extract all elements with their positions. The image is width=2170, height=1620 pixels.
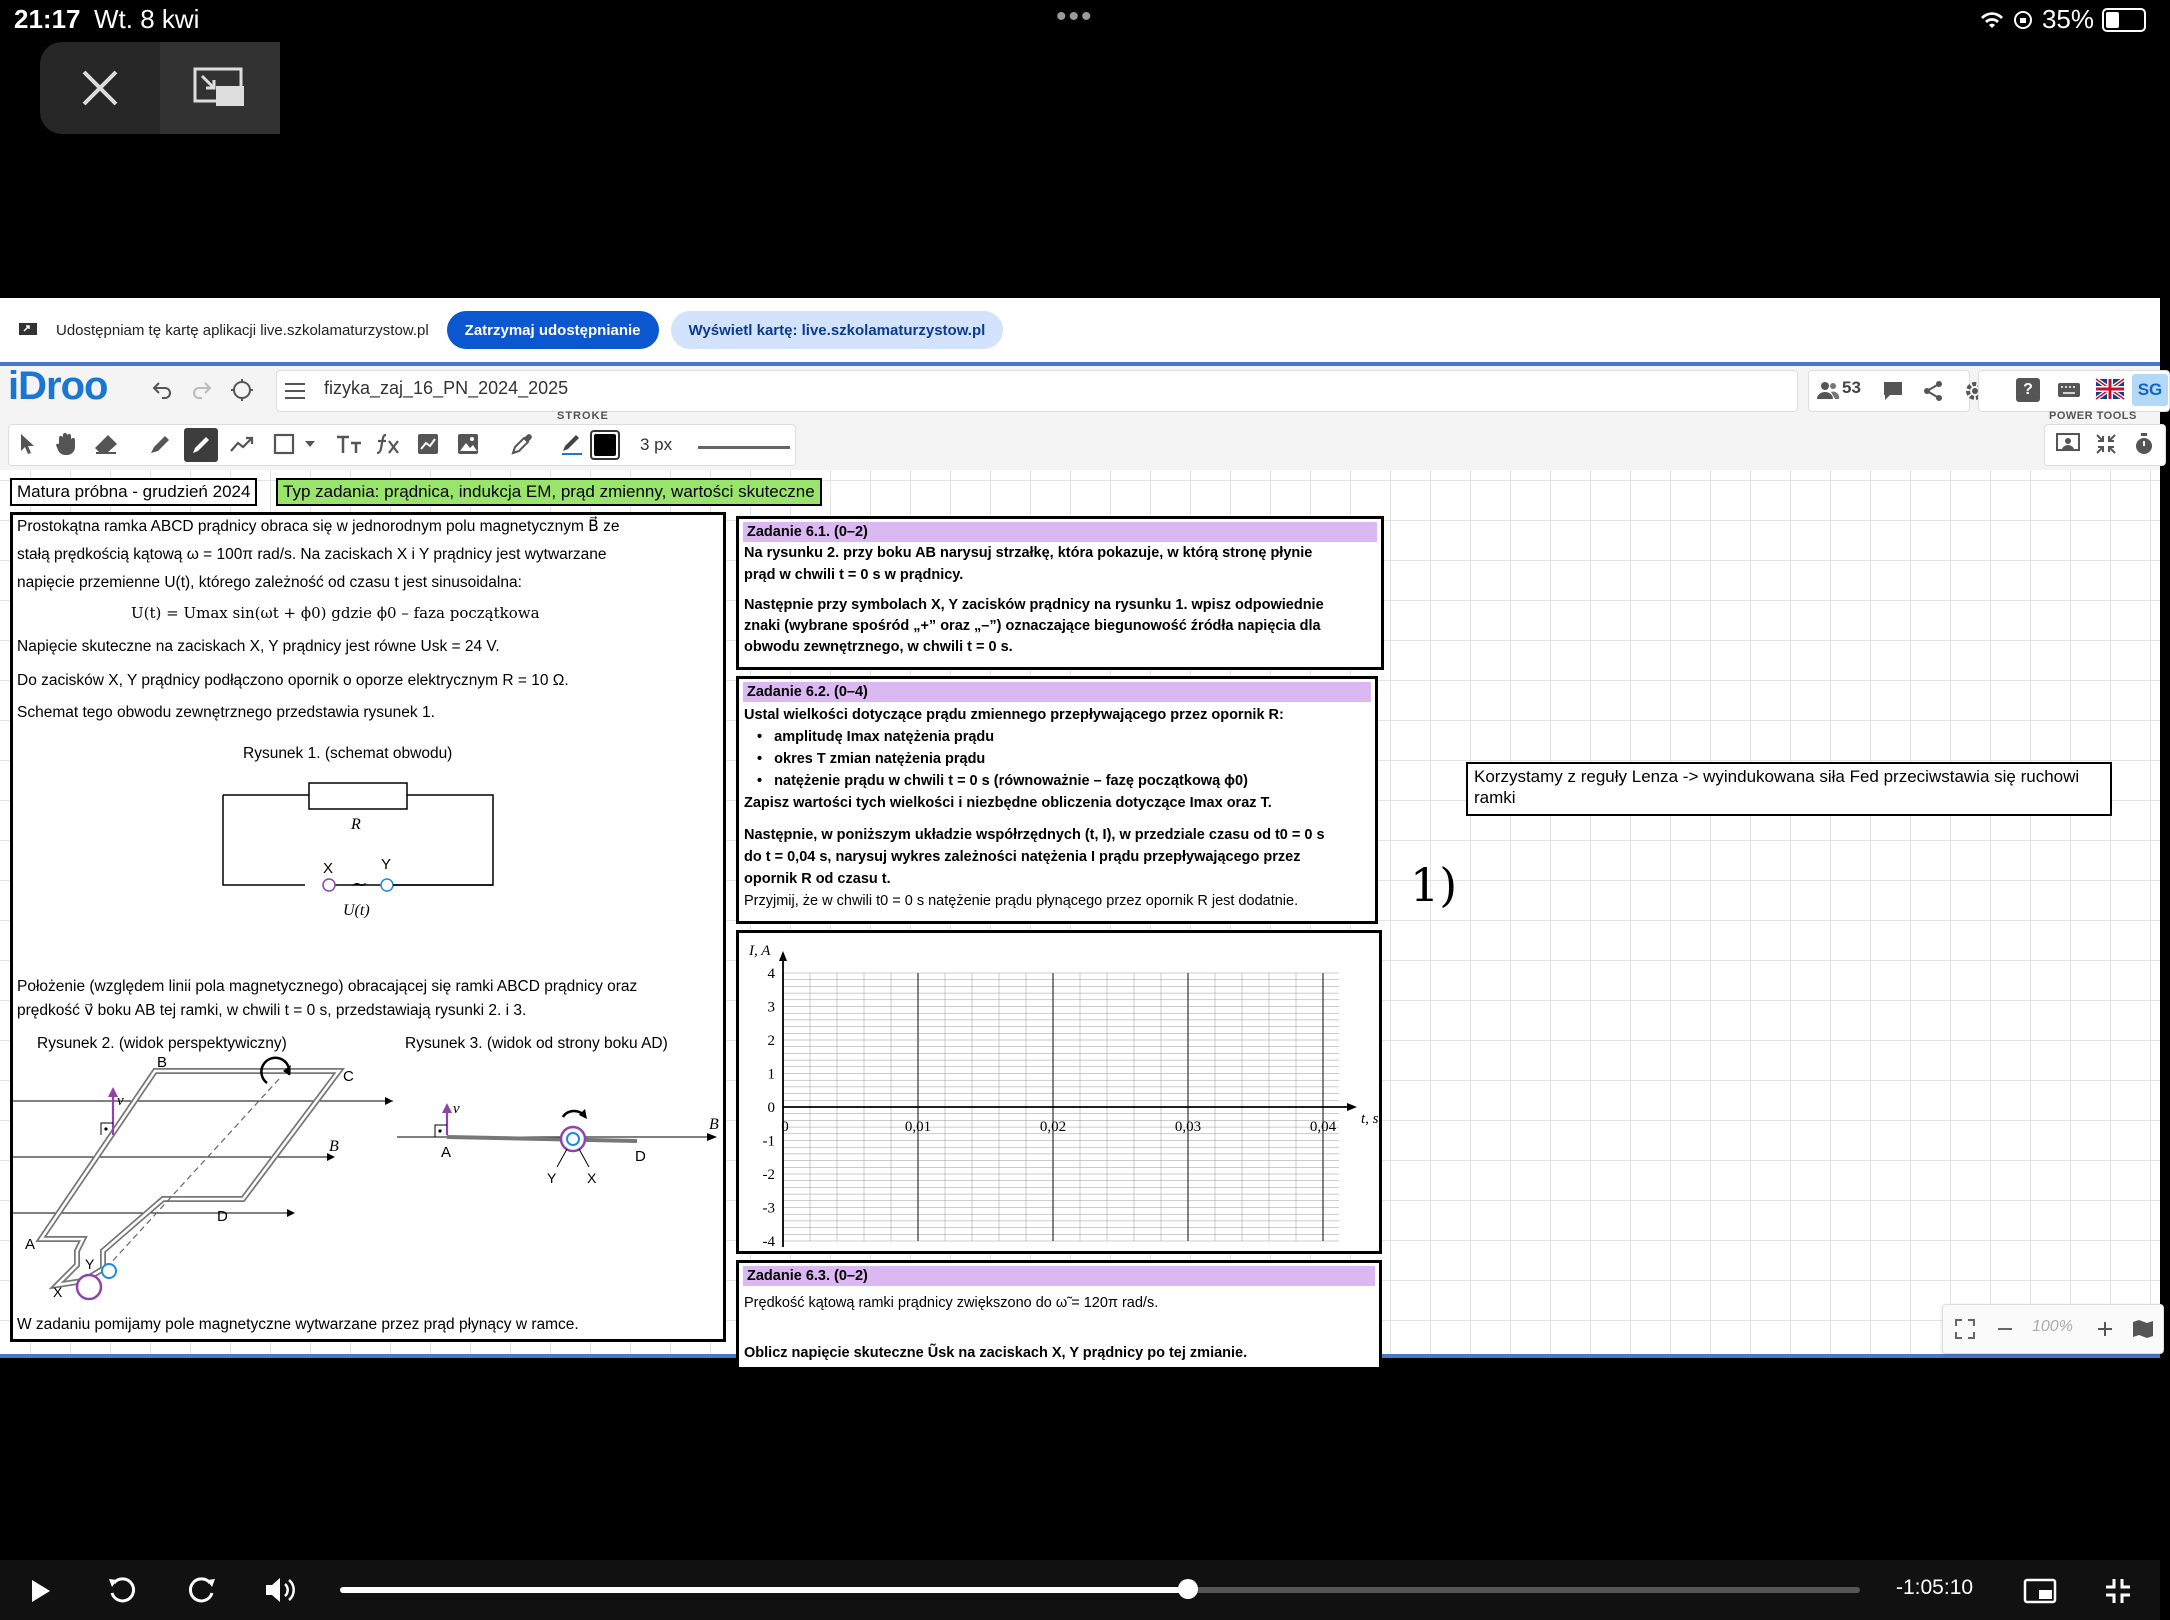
task-6-1-panel[interactable] [736,516,1384,670]
task-6-2-line-3: Następnie, w poniższym układzie współrzędnych (t, I), w przedziale czasu od t0 = 0 s [744,827,1325,843]
x-tick-label: 0,04 [1309,1119,1337,1135]
topic-label[interactable]: Typ zadania: prądnica, indukcja EM, prąd zmienny, wartości skuteczne [276,478,822,506]
help-button[interactable] [2016,378,2040,402]
screen-share-bar [0,298,2160,362]
stop-sharing-button[interactable]: Zatrzymaj udostępnianie [447,311,659,349]
intro-line-1: Prostokątna ramka ABCD prądnicy obraca się w jednorodnym polu magnetycznym B⃗ ze [17,518,620,535]
timer-tool[interactable] [2130,430,2158,458]
chart-icon [417,433,439,455]
answer-graph-panel[interactable] [736,930,1382,1254]
fig1-y-label: Y [381,856,392,873]
presenter-icon [2056,433,2080,455]
task-6-2-line-6: Przyjmij, że w chwili t0 = 0 s natężenie prądu płynącego przez opornik R jest dodatnie. [744,893,1299,909]
pip-video-button[interactable] [2020,1574,2060,1608]
fig3-v: v⃗ [453,1101,472,1117]
task-6-2-heading: Zadanie 6.2. (0–4) [743,682,1371,702]
exit-fullscreen-icon [2104,1577,2132,1605]
task-6-2-line-1: Ustal wielkości dotyczące prądu zmiennego przepływającego przez opornik R: [744,707,1284,723]
task-6-2-bullet-3: • natężenie prądu w chwili t = 0 s (równoważnie – fazę początkową ϕ0) [757,773,1248,789]
fig3-bvec: B⃗ [709,1116,732,1133]
keyboard-button[interactable] [2056,378,2082,402]
fullscreen-button[interactable] [1952,1316,1978,1342]
pip-button[interactable] [160,42,280,134]
terminal-y [381,879,393,891]
eraser-icon [94,434,118,454]
task-6-1-line-1: Na rysunku 2. przy boku AB narysuj strzałkę, która pokazuje, w którą stronę płynie [744,545,1313,561]
minus-icon [1996,1320,2014,1338]
position-line-1: Położenie (względem linii pola magnetycznego) obracającej się ramki ABCD prądnicy oraz [17,978,638,995]
whiteboard-canvas[interactable] [0,470,2160,1361]
progress-fill [340,1587,1188,1593]
fig1-ac-symbol: ~ [351,872,368,896]
zoom-out-button[interactable] [1992,1316,2018,1342]
target-icon [230,378,254,402]
redo-button[interactable] [188,376,216,404]
help-icon: ? [2023,381,2033,398]
center-view-button[interactable] [228,376,256,404]
position-line-2: prędkość v⃗ boku AB tej ramki, w chwili t = 0 s, przedstawiają rysunki 2. i 3. [17,1002,527,1019]
fig2-b: B [157,1054,168,1071]
fig3-y: Y [547,1170,557,1186]
figure-2-perspective [13,1054,393,1311]
task-6-3-line-2: Oblicz napięcie skuteczne Ũsk na zaciskach X, Y prądnicy po tej zmianie. [744,1345,1248,1361]
status-time: 21:17 [14,4,81,34]
fig1-x-label: X [323,860,334,877]
figure-1-caption: Rysunek 1. (schemat obwodu) [243,745,453,762]
figure-3-side-view [397,1095,732,1235]
image-icon [457,433,479,455]
fig3-a: A [441,1144,452,1161]
zoom-in-button[interactable] [2092,1316,2118,1342]
exam-label[interactable]: Matura próbna - grudzień 2024 [10,478,257,506]
pointer-icon [19,433,37,455]
task-6-3-panel[interactable] [736,1260,1382,1370]
y-tick-label: 4 [767,966,775,982]
play-icon [30,1578,52,1604]
bullet-1-text: amplitudę Imax natężenia prądu [774,729,995,745]
time-remaining: -1:05:10 [1896,1576,1974,1599]
y-axis-label: I, A [749,943,771,959]
language-button[interactable] [2096,378,2124,400]
smooth-line-tool[interactable] [228,430,256,458]
stroke-preview[interactable] [698,446,790,449]
menu-button[interactable] [282,378,308,404]
swatch-color [594,434,616,456]
share-button[interactable] [1920,378,1946,404]
hand-tool[interactable] [52,430,80,458]
y-tick-label: 2 [767,1033,775,1049]
fig2-x: X [53,1284,63,1300]
shape-tool[interactable] [270,430,298,458]
x-tick-label: 0,03 [1174,1119,1202,1135]
trend-line-icon [230,435,254,453]
play-button[interactable] [24,1574,58,1608]
chat-icon [1882,380,1904,402]
video-controls [0,1560,2160,1620]
resistor-symbol [309,783,407,809]
close-icon [78,66,122,110]
picture-in-picture-icon [2023,1578,2057,1604]
task-6-1-line-2: prąd w chwili t = 0 s w prądnicy. [744,567,964,583]
stroke-color-button[interactable] [558,430,586,458]
fullscreen-icon [1955,1319,1975,1339]
x-tick-label: 0 [781,1119,789,1135]
y-tick-label: 1 [767,1066,775,1083]
fig2-d: D [217,1208,228,1225]
color-picker-tool[interactable] [508,430,536,458]
x-axis-arrow [1347,1103,1357,1111]
undo-button[interactable] [148,376,176,404]
stopwatch-icon [2133,432,2155,456]
chart-tool[interactable] [414,430,442,458]
text-icon [336,434,362,454]
task-6-1-line-3: Następnie przy symbolach X, Y zacisków prądnicy na rysunku 1. wpisz odpowiednie [744,597,1324,613]
bullet-2-text: okres T zmian natężenia prądu [774,751,986,767]
task-6-1-line-4: znaki (wybrane spośród „+” oraz „–”) oznaczające biegunowość źródła napięcia dla [744,618,1321,634]
y-tick-label: -3 [762,1200,775,1217]
stroke-color-swatch[interactable] [590,430,620,460]
highlighter-icon [148,433,172,455]
share-text: Udostępniam tę kartę aplikacji live.szkolamaturzystow.pl [56,321,429,339]
zoom-level[interactable]: 100% [2032,1318,2073,1335]
fit-tool[interactable] [2092,430,2120,458]
stroke-label: STROKE [557,410,609,422]
fig2-c: C [343,1068,354,1085]
formula-tool[interactable] [374,430,404,458]
status-right [1980,4,2146,35]
board-title[interactable]: fizyka_zaj_16_PN_2024_2025 [324,378,569,398]
chat-button[interactable] [1880,378,1906,404]
eraser-tool[interactable] [92,430,120,458]
shape-dropdown[interactable] [302,434,318,454]
figure-2-caption: Rysunek 2. (widok perspektywiczny) [37,1035,287,1052]
highlighter-tool[interactable] [146,430,174,458]
task-6-1-heading: Zadanie 6.1. (0–2) [743,522,1377,542]
fig1-r-label: R [351,816,361,833]
intro-line-3: napięcie przemienne U(t), którego zależność od czasu t jest sinusoidalna: [17,574,522,591]
y-tick-label: 3 [767,999,775,1016]
bullet-3-text: natężenie prądu w chwili t = 0 s (równoważnie – fazę początkową ϕ0) [774,773,1248,789]
select-tool[interactable] [14,430,42,458]
idroo-app [0,362,2163,1361]
presenter-tool[interactable] [2054,430,2082,458]
keyboard-icon [2057,381,2081,399]
fig2-y: Y [85,1256,95,1272]
pen-icon [191,435,211,455]
speaker-icon [264,1576,298,1604]
logo[interactable]: iDroo [8,364,108,408]
voltage-formula: U(t) = Umax sin(ωt + ϕ0) gdzie ϕ0 – faza początkowa [131,604,540,622]
rewind-button[interactable] [104,1572,140,1608]
volume-button[interactable] [262,1572,300,1608]
function-icon [376,433,402,455]
battery-icon [2102,8,2146,32]
fig3-d: D [635,1148,646,1165]
redo-icon [190,378,214,402]
user-avatar[interactable]: SG [2132,374,2168,406]
orientation-lock-icon [2012,9,2034,31]
rms-voltage-line: Napięcie skuteczne na zaciskach X, Y prądnicy jest równe Usk = 24 V. [17,638,500,655]
users-button[interactable] [1816,378,1840,402]
answer-graph[interactable] [739,933,1379,1251]
fig1-u-label: U(t) [343,902,370,919]
figure-3-caption: Rysunek 3. (widok od strony boku AD) [405,1035,668,1052]
task-6-2-bullet-1: • amplitudę Imax natężenia prądu [757,729,995,745]
y-tick-label: -4 [762,1234,775,1250]
x-tick-label: 0,02 [1039,1119,1067,1135]
y-tick-label: -1 [762,1133,775,1150]
task-6-2-line-4: do t = 0,04 s, narysuj wykres zależności natężenia I prądu przepływającego przez [744,849,1301,865]
rewind-icon [107,1575,137,1605]
forward-button[interactable] [184,1572,220,1608]
fig3-x: X [587,1170,597,1186]
multitask-dots[interactable]: ••• [1056,0,1094,33]
text-tool[interactable] [334,430,364,458]
pen-color-icon [561,433,583,455]
y-tick-label: 0 [767,1100,775,1116]
y-axis-arrow [779,951,787,961]
fig2-a: A [25,1236,36,1253]
task-6-2-line-5: opornik R od czasu t. [744,871,891,887]
intro-line-2: stałą prędkością kątową ω = 100π rad/s. Na zaciskach X i Y prądnicy jest wytwarzane [17,546,607,563]
hamburger-icon [284,382,306,400]
exit-fullscreen-button[interactable] [2100,1574,2136,1608]
close-button[interactable] [40,42,160,134]
x-tick-label: 0,01 [904,1119,932,1135]
progress-track[interactable] [340,1587,1860,1593]
fig2-bvec: B⃗ [329,1138,352,1155]
status-date: Wt. 8 kwi [94,4,200,34]
y-tick-label: -2 [762,1167,775,1183]
picture-in-picture-icon [192,66,248,110]
task-6-2-panel[interactable] [736,676,1378,924]
collapse-icon [2095,433,2117,455]
uk-flag-icon [2096,379,2124,399]
hand-icon [55,432,77,456]
pen-tool[interactable] [184,428,218,462]
stroke-size[interactable]: 3 px [640,435,673,454]
forward-icon [187,1575,217,1605]
caret-down-icon [305,441,315,447]
users-icon [1816,380,1840,400]
show-tab-button[interactable]: Wyświetl kartę: live.szkolamaturzystow.pl [671,311,1004,349]
task-6-2-line-2: Zapisz wartości tych wielkości i niezbędne obliczenia dotyczące Imax oraz T. [744,795,1272,811]
handwritten-number[interactable]: 1) [1410,858,1458,912]
users-count: 53 [1842,378,1861,397]
plus-icon [2096,1320,2114,1338]
x-axis-label: t, s [1361,1111,1379,1127]
map-icon [2132,1319,2154,1339]
map-button[interactable] [2130,1316,2156,1342]
battery-percent: 35% [2041,4,2094,34]
progress-knob[interactable] [1178,1579,1198,1599]
wifi-icon [1980,10,2004,30]
footer-note: W zadaniu pomijamy pole magnetyczne wytwarzane przez prąd płynący w ramce. [17,1316,579,1333]
task-6-1-line-5: obwodu zewnętrznego, w chwili t = 0 s. [744,639,1013,655]
eyedropper-icon [511,433,533,455]
figure-1-circuit [213,775,513,935]
terminal-x [323,879,335,891]
task-6-3-heading: Zadanie 6.3. (0–2) [743,1266,1375,1286]
undo-icon [150,378,174,402]
power-tools-label: POWER TOOLS [2049,410,2137,422]
task-6-2-bullet-2: • okres T zmian natężenia prądu [757,751,986,767]
image-tool[interactable] [454,430,482,458]
screen-share-icon [18,322,38,338]
share-icon [1922,380,1944,402]
fig2-v: v⃗ [117,1093,136,1109]
task-6-3-line-1: Prędkość kątową ramki prądnicy zwiększono do ω̃ = 120π rad/s. [744,1295,1159,1311]
square-icon [273,433,295,455]
problem-statement-panel[interactable] [10,512,732,1342]
note-textbox[interactable]: Korzystamy z reguły Lenza -> wyindukowana siła Fed przeciwstawia się ruchowi ramki [1466,762,2112,816]
video-overlay-controls [40,42,280,134]
schematic-line: Schemat tego obwodu zewnętrznego przedstawia rysunek 1. [17,704,435,721]
app-header [0,364,2163,471]
resistor-line: Do zacisków X, Y prądnicy podłączono opornik o oporze elektrycznym R = 10 Ω. [17,672,569,689]
